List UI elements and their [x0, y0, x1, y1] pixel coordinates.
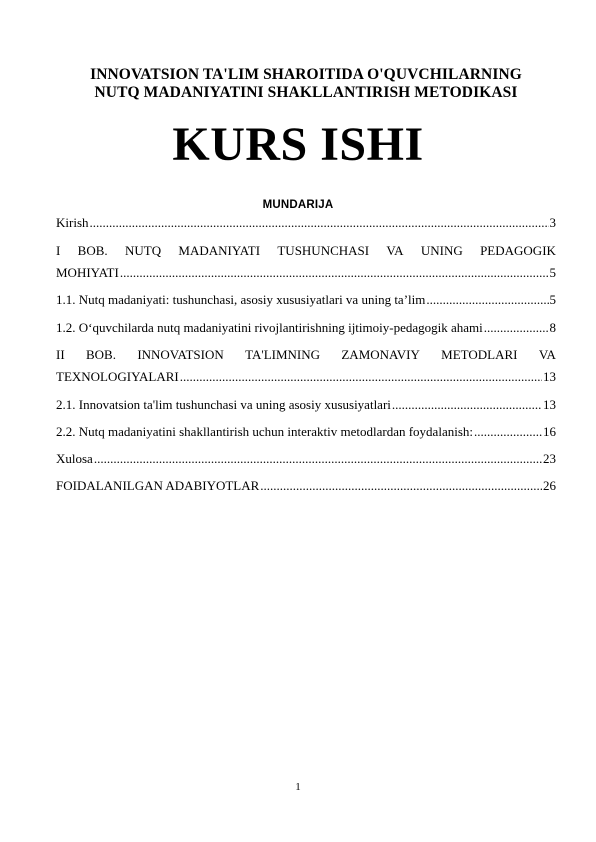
toc-entry-label: 2.1. Innovatsion ta'lim tushunchasi va uning asosiy xususiyatlari [56, 397, 391, 412]
toc-leader-dots [90, 215, 549, 230]
toc-word: I [56, 243, 61, 258]
toc-leader-dots [484, 320, 549, 335]
toc-word: VA [386, 243, 404, 258]
toc-leader-dots [426, 292, 548, 307]
title-line-2: NUTQ MADANIYATINI SHAKLLANTIRISH METODIKASI [94, 84, 518, 101]
toc-entry-label: MOHIYATI [56, 265, 119, 280]
toc-entry-1-2 [56, 320, 556, 335]
toc-entry-label: Xulosa [56, 451, 93, 466]
toc-word: MADANIYATI [178, 243, 261, 258]
toc-leader-dots [260, 478, 542, 493]
toc-entry-2-2 [56, 424, 556, 439]
toc-word: TA'LIMNING [245, 347, 321, 362]
toc-entry-label: TEXNOLOGIYALARI [56, 369, 179, 384]
toc-word: PEDAGOGIK [480, 243, 556, 258]
toc-word: TUSHUNCHASI [277, 243, 370, 258]
toc-entry-1-1 [56, 292, 556, 307]
toc-entry-page: 23 [543, 451, 556, 466]
toc-entry-page: 5 [549, 292, 556, 307]
toc-leader-dots [180, 369, 542, 384]
toc-entry-chapter-1 [56, 265, 556, 280]
toc-leader-dots [392, 397, 542, 412]
toc-entry-page: 5 [549, 265, 556, 280]
toc-entry-label: Kirish [56, 215, 89, 230]
toc-word: METODLARI [441, 347, 518, 362]
toc-word: ZAMONAVIY [341, 347, 420, 362]
toc-entry-xulosa [56, 451, 556, 466]
toc-entry-2-1 [56, 397, 556, 412]
title-line-1: INNOVATSION TA'LIM SHAROITIDA O'QUVCHILARNING [90, 66, 522, 83]
toc-entry-page: 13 [543, 397, 556, 412]
toc-entry-page: 8 [549, 320, 556, 335]
toc-entry-label: 1.1. Nutq madaniyati: tushunchasi, asosiy xususiyatlari va uning ta’lim [56, 292, 426, 307]
toc-entry-page: 16 [543, 424, 556, 439]
toc-entry-chapter-2-line-1 [56, 347, 556, 362]
toc-word: UNING [420, 243, 463, 258]
toc-word: VA [538, 347, 556, 362]
toc-entry-kirish [56, 215, 556, 230]
toc-entry-label: FOIDALANILGAN ADABIYOTLAR [56, 478, 260, 493]
toc-word: II [56, 347, 65, 362]
toc-entry-page: 3 [549, 215, 556, 230]
toc-word: INNOVATSION [137, 347, 224, 362]
toc-entry-chapter-2 [56, 369, 556, 384]
work-type-title: KURS ISHI [172, 118, 424, 171]
toc-entry-page: 13 [543, 369, 556, 384]
toc-leader-dots [474, 424, 542, 439]
toc-heading: MUNDARIJA [262, 199, 334, 211]
toc-entry-label: 1.2. O‘quvchilarda nutq madaniyatini rivojlantirishning ijtimoiy-pedagogik ahami [56, 320, 483, 335]
toc-word: BOB. [86, 347, 116, 362]
toc-entry-references [56, 478, 556, 493]
toc-entry-page: 26 [543, 478, 556, 493]
toc-leader-dots [94, 451, 542, 466]
document-title [56, 66, 556, 102]
toc-word: NUTQ [124, 243, 162, 258]
page-number: 1 [295, 781, 301, 793]
toc-leader-dots [120, 265, 549, 280]
toc-entry-chapter-1-line-1 [56, 243, 556, 258]
toc-word: BOB. [77, 243, 108, 258]
toc-entry-label: 2.2. Nutq madaniyatini shakllantirish uchun interaktiv metodlardan foydalanish: [56, 424, 473, 439]
